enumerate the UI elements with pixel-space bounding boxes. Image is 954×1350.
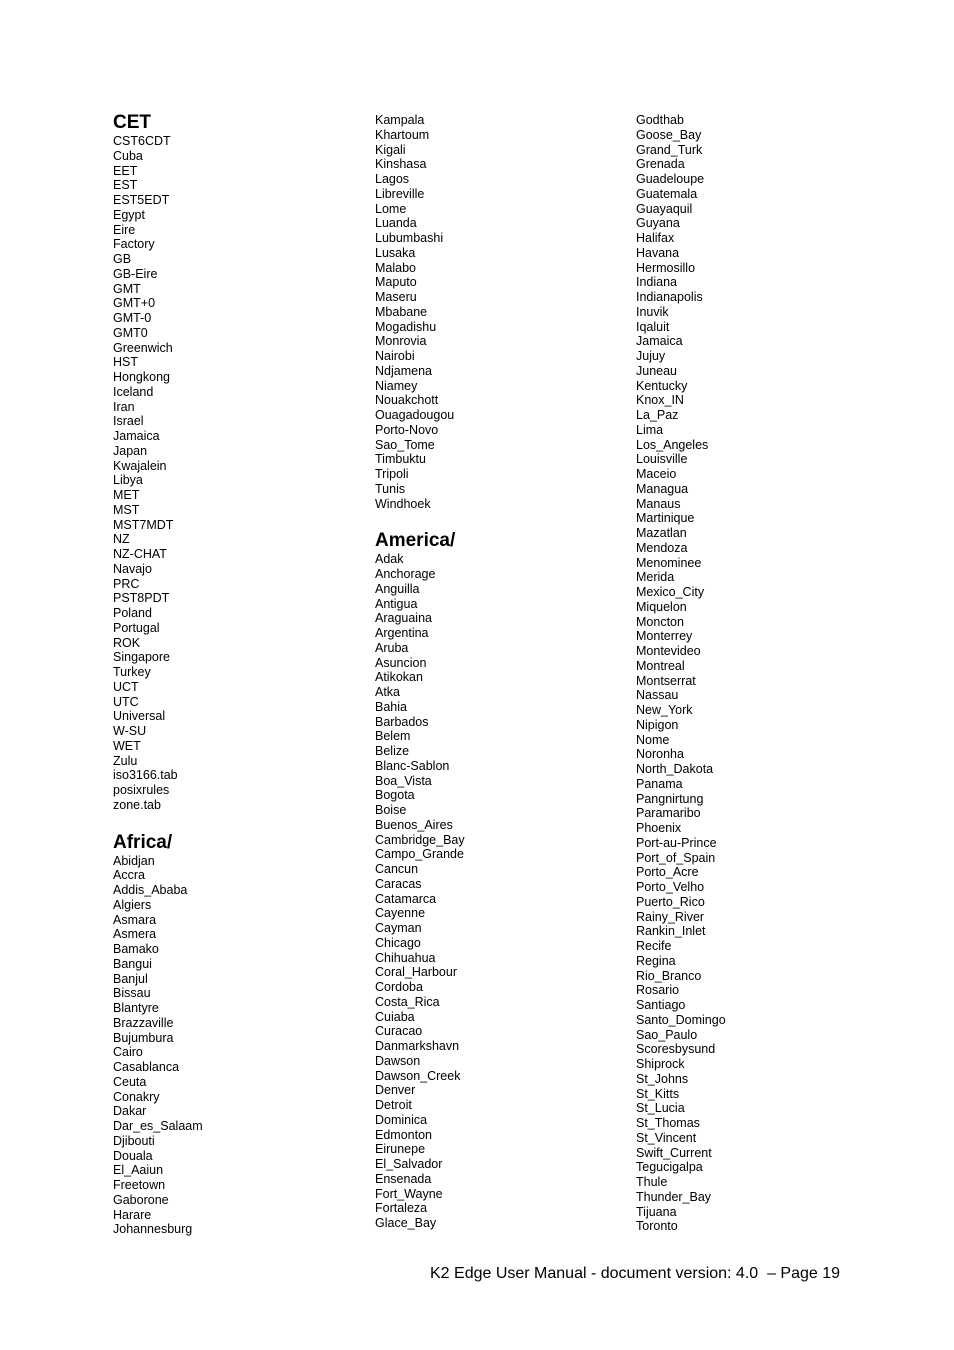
list-item: Havana xyxy=(636,245,680,260)
list-item: Libya xyxy=(113,473,143,488)
list-item: Bujumbura xyxy=(113,1030,174,1045)
list-item: St_Kitts xyxy=(636,1086,680,1101)
list-item: Abidjan xyxy=(113,853,155,868)
timezone-list-africa-cont xyxy=(375,113,615,511)
list-item: Dar_es_Salaam xyxy=(113,1119,203,1133)
list-item: Libreville xyxy=(375,186,425,201)
list-item: Singapore xyxy=(113,650,170,665)
list-item: Turkey xyxy=(113,665,151,679)
list-item: St_Thomas xyxy=(636,1116,700,1130)
list-item: St_Lucia xyxy=(636,1101,685,1116)
list-item: Monterrey xyxy=(636,629,693,644)
list-item: zone.tab xyxy=(113,797,161,812)
list-item: Montevideo xyxy=(636,644,701,658)
list-item: Atka xyxy=(375,685,401,699)
list-item: North_Dakota xyxy=(636,762,714,776)
list-item: Asmara xyxy=(113,912,157,927)
list-item: Iceland xyxy=(113,384,154,399)
timezone-list-root xyxy=(113,134,353,813)
list-item: Mogadishu xyxy=(375,319,437,334)
list-item: Egypt xyxy=(113,207,145,222)
list-item: Knox_IN xyxy=(636,393,684,408)
list-item: Asuncion xyxy=(375,655,427,670)
list-item: Guayaquil xyxy=(636,201,693,216)
list-item: Antigua xyxy=(375,596,418,611)
list-item: Argentina xyxy=(375,626,429,640)
list-item: Port-au-Prince xyxy=(636,835,717,850)
list-item: Sao_Tome xyxy=(375,437,435,452)
list-item: Martinique xyxy=(636,511,695,526)
list-item: Chicago xyxy=(375,935,421,950)
list-item: Chihuahua xyxy=(375,950,436,965)
timezone-list-africa xyxy=(113,854,353,1238)
list-item: Anguilla xyxy=(375,581,420,596)
list-item: Sao_Paulo xyxy=(636,1027,698,1042)
list-item: Shiprock xyxy=(636,1057,685,1071)
list-item: Godthab xyxy=(636,113,684,127)
list-item: Porto_Velho xyxy=(636,880,705,894)
list-item: Israel xyxy=(113,414,144,429)
list-item: Douala xyxy=(113,1148,153,1163)
list-item: Blanc-Sablon xyxy=(375,758,450,773)
list-item: Bissau xyxy=(113,986,151,1001)
list-item: Cancun xyxy=(375,862,419,876)
list-item: Scoresbysund xyxy=(636,1042,716,1057)
list-item: Goose_Bay xyxy=(636,127,702,142)
list-item: Denver xyxy=(375,1083,416,1098)
list-item: Anchorage xyxy=(375,567,436,581)
list-item: Djibouti xyxy=(113,1133,155,1148)
list-item: MST7MDT xyxy=(113,517,174,532)
page-footer: K2 Edge User Manual - document version: 4.0 – Page 19 xyxy=(430,1265,841,1282)
list-item: PRC xyxy=(113,576,140,591)
timezone-list-america-cont xyxy=(636,113,876,1234)
list-item: Accra xyxy=(113,868,145,883)
list-item: Japan xyxy=(113,443,148,458)
list-item: Factory xyxy=(113,237,155,252)
list-item: Maputo xyxy=(375,275,417,290)
list-item: Managua xyxy=(636,481,689,496)
list-item: Portugal xyxy=(113,620,160,635)
list-item: Lome xyxy=(375,201,407,216)
list-item: Caracas xyxy=(375,876,422,891)
list-item: W-SU xyxy=(113,724,147,738)
list-item: GMT xyxy=(113,281,141,296)
list-item: EST5EDT xyxy=(113,193,170,207)
list-item: Iran xyxy=(113,399,135,414)
list-item: Ndjamena xyxy=(375,363,432,378)
list-item: posixrules xyxy=(113,783,170,797)
list-item: Monrovia xyxy=(375,334,427,349)
list-item: Lusaka xyxy=(375,245,416,260)
list-item: Panama xyxy=(636,776,683,791)
list-item: Timbuktu xyxy=(375,452,426,467)
list-item: Tijuana xyxy=(636,1204,677,1219)
list-item: Jujuy xyxy=(636,349,666,363)
list-item: Fort_Wayne xyxy=(375,1186,443,1201)
list-item: Mbabane xyxy=(375,304,428,319)
list-item: Brazzaville xyxy=(113,1015,174,1030)
list-item: Lima xyxy=(636,422,664,437)
list-item: Cambridge_Bay xyxy=(375,832,465,847)
list-item: Windhoek xyxy=(375,496,431,511)
list-item: Los_Angeles xyxy=(636,437,709,452)
list-item: Pangnirtung xyxy=(636,791,704,806)
section-gap xyxy=(375,511,615,530)
list-item: Tripoli xyxy=(375,467,409,481)
list-item: Jamaica xyxy=(636,334,683,349)
list-item: Campo_Grande xyxy=(375,847,464,862)
list-item: Thule xyxy=(636,1175,668,1189)
list-item: Curacao xyxy=(375,1024,423,1039)
list-item: Grenada xyxy=(636,157,685,172)
list-item: Atikokan xyxy=(375,670,423,685)
list-item: Nipigon xyxy=(636,717,679,732)
list-item: Ensenada xyxy=(375,1171,432,1186)
list-item: Manaus xyxy=(636,496,681,511)
list-item: Kampala xyxy=(375,113,425,127)
list-item: WET xyxy=(113,738,141,753)
column-1 xyxy=(113,112,353,1237)
list-item: CST6CDT xyxy=(113,134,171,148)
list-item: iso3166.tab xyxy=(113,768,178,783)
list-item: Tegucigalpa xyxy=(636,1160,703,1175)
list-item: Niamey xyxy=(375,378,418,393)
list-item: Catamarca xyxy=(375,891,437,906)
list-item: Inuvik xyxy=(636,304,669,319)
list-item: Santo_Domingo xyxy=(636,1012,726,1027)
list-item: PST8PDT xyxy=(113,591,170,606)
list-item: Toronto xyxy=(636,1219,678,1234)
list-item: GMT+0 xyxy=(113,296,156,311)
list-item: Addis_Ababa xyxy=(113,883,188,897)
list-item: UCT xyxy=(113,679,139,694)
list-item: Costa_Rica xyxy=(375,994,440,1009)
list-item: Glace_Bay xyxy=(375,1216,437,1230)
section-gap xyxy=(113,813,353,832)
list-item: Ceuta xyxy=(113,1074,147,1089)
list-item: Asmera xyxy=(113,927,157,942)
list-item: Ouagadougou xyxy=(375,408,455,422)
list-item: Cuiaba xyxy=(375,1009,415,1024)
list-item: Lubumbashi xyxy=(375,231,444,245)
list-item: Puerto_Rico xyxy=(636,894,705,909)
list-item: Buenos_Aires xyxy=(375,817,453,832)
list-item: Bahia xyxy=(375,699,407,714)
list-item: Halifax xyxy=(636,231,675,245)
list-item: Freetown xyxy=(113,1178,166,1192)
list-item: Cayenne xyxy=(375,906,426,921)
list-item: Noronha xyxy=(636,747,684,762)
list-item: Rainy_River xyxy=(636,909,705,924)
list-item: Guatemala xyxy=(636,186,698,201)
list-item: Zulu xyxy=(113,753,138,768)
list-item: Montserrat xyxy=(636,673,696,688)
list-item: Merida xyxy=(636,570,675,585)
list-item: Nairobi xyxy=(375,349,415,363)
list-item: Nome xyxy=(636,732,670,747)
list-item: Conakry xyxy=(113,1089,160,1104)
list-item: Mendoza xyxy=(636,540,688,555)
list-item: Cuba xyxy=(113,148,143,163)
list-item: Maseru xyxy=(375,290,417,304)
list-item: Adak xyxy=(375,552,404,567)
list-item: Dakar xyxy=(113,1104,147,1119)
list-item: Kwajalein xyxy=(113,458,167,473)
timezone-list-america xyxy=(375,552,615,1231)
list-item: Khartoum xyxy=(375,127,430,142)
list-item: Miquelon xyxy=(636,599,687,614)
list-item: El_Salvador xyxy=(375,1157,443,1171)
list-item: Montreal xyxy=(636,658,685,673)
list-item: Hermosillo xyxy=(636,260,696,275)
list-item: Cairo xyxy=(113,1045,143,1060)
list-item: Eirunepe xyxy=(375,1142,426,1157)
list-item: Tunis xyxy=(375,481,406,496)
list-item: ROK xyxy=(113,635,141,650)
list-item: Moncton xyxy=(636,614,684,629)
list-item: Rankin_Inlet xyxy=(636,924,706,939)
list-item: St_Johns xyxy=(636,1071,689,1086)
list-item: Guyana xyxy=(636,216,680,231)
list-item: Juneau xyxy=(636,363,678,378)
list-item: Navajo xyxy=(113,561,152,576)
list-item: Regina xyxy=(636,953,676,968)
list-item: Harare xyxy=(113,1207,152,1222)
list-item: Barbados xyxy=(375,714,429,729)
list-item: Thunder_Bay xyxy=(636,1189,712,1204)
list-item: EET xyxy=(113,163,138,178)
list-item: Indiana xyxy=(636,275,678,290)
list-item: Edmonton xyxy=(375,1127,432,1142)
list-item: Indianapolis xyxy=(636,290,703,304)
list-item: Mazatlan xyxy=(636,526,687,540)
list-item: MST xyxy=(113,502,140,517)
section-heading-america: America/ xyxy=(375,530,456,552)
list-item: Kentucky xyxy=(636,378,688,393)
list-item: Bogota xyxy=(375,788,415,803)
list-item: NZ xyxy=(113,532,130,547)
list-item: Universal xyxy=(113,709,166,724)
list-item: Algiers xyxy=(113,897,152,912)
list-item: Bangui xyxy=(113,956,152,971)
list-item: Blantyre xyxy=(113,1001,159,1015)
list-item: Hongkong xyxy=(113,370,170,384)
list-item: Menominee xyxy=(636,555,702,570)
list-item: Dominica xyxy=(375,1112,428,1127)
list-item: UTC xyxy=(113,694,139,709)
list-item: Dawson_Creek xyxy=(375,1068,461,1083)
list-item: Phoenix xyxy=(636,821,682,835)
list-item: Casablanca xyxy=(113,1060,180,1074)
list-item: Bamako xyxy=(113,942,159,956)
column-3 xyxy=(636,113,876,1234)
list-item: New_York xyxy=(636,703,693,717)
list-item: Gaborone xyxy=(113,1192,169,1207)
list-item: Grand_Turk xyxy=(636,142,703,157)
list-item: Jamaica xyxy=(113,429,160,443)
list-item: Santiago xyxy=(636,998,686,1012)
list-item: GMT-0 xyxy=(113,311,152,325)
list-item: Danmarkshavn xyxy=(375,1039,460,1053)
list-item: El_Aaiun xyxy=(113,1163,164,1178)
list-item: Banjul xyxy=(113,971,148,986)
list-item: Johannesburg xyxy=(113,1222,193,1237)
list-item: Guadeloupe xyxy=(636,172,705,186)
list-item: Luanda xyxy=(375,216,417,231)
list-item: Boa_Vista xyxy=(375,773,432,788)
list-item: Mexico_City xyxy=(636,585,705,599)
list-item: Iqaluit xyxy=(636,319,670,334)
list-item: Coral_Harbour xyxy=(375,965,457,980)
list-item: Eire xyxy=(113,222,136,237)
list-item: Nouakchott xyxy=(375,393,439,408)
list-item: Detroit xyxy=(375,1098,412,1112)
list-item: La_Paz xyxy=(636,408,679,422)
list-item: Louisville xyxy=(636,452,688,467)
list-item: Malabo xyxy=(375,260,416,275)
list-item: Paramaribo xyxy=(636,806,701,821)
list-item: NZ-CHAT xyxy=(113,547,167,561)
list-item: GB-Eire xyxy=(113,266,158,281)
list-item: Rio_Branco xyxy=(636,968,702,983)
list-item: Cayman xyxy=(375,921,422,935)
list-item: GB xyxy=(113,252,132,266)
list-item: St_Vincent xyxy=(636,1130,697,1145)
list-item: Recife xyxy=(636,939,672,953)
list-item: Boise xyxy=(375,803,407,817)
list-item: Porto-Novo xyxy=(375,422,439,437)
section-heading-africa: Africa/ xyxy=(113,831,173,853)
list-item: Belize xyxy=(375,744,410,758)
list-item: HST xyxy=(113,355,138,370)
column-2 xyxy=(375,113,615,1231)
list-item: Maceio xyxy=(636,467,677,481)
list-item: Rosario xyxy=(636,983,680,998)
list-item: Port_of_Spain xyxy=(636,850,716,865)
list-item: Swift_Current xyxy=(636,1145,712,1160)
list-item: Dawson xyxy=(375,1053,421,1068)
list-item: Porto_Acre xyxy=(636,865,699,880)
list-item: EST xyxy=(113,178,138,193)
list-item: Poland xyxy=(113,606,152,620)
list-item: Belem xyxy=(375,729,411,744)
list-item: Kigali xyxy=(375,142,406,157)
list-item: MET xyxy=(113,488,140,502)
list-item: Fortaleza xyxy=(375,1201,428,1216)
list-item: GMT0 xyxy=(113,325,148,340)
list-item: Greenwich xyxy=(113,340,173,355)
list-item: Lagos xyxy=(375,172,410,186)
section-heading-cet: CET xyxy=(113,112,151,133)
list-item: Araguaina xyxy=(375,611,432,626)
list-item: Aruba xyxy=(375,640,409,655)
list-item: Nassau xyxy=(636,688,679,703)
list-item: Cordoba xyxy=(375,980,423,994)
list-item: Kinshasa xyxy=(375,157,427,172)
